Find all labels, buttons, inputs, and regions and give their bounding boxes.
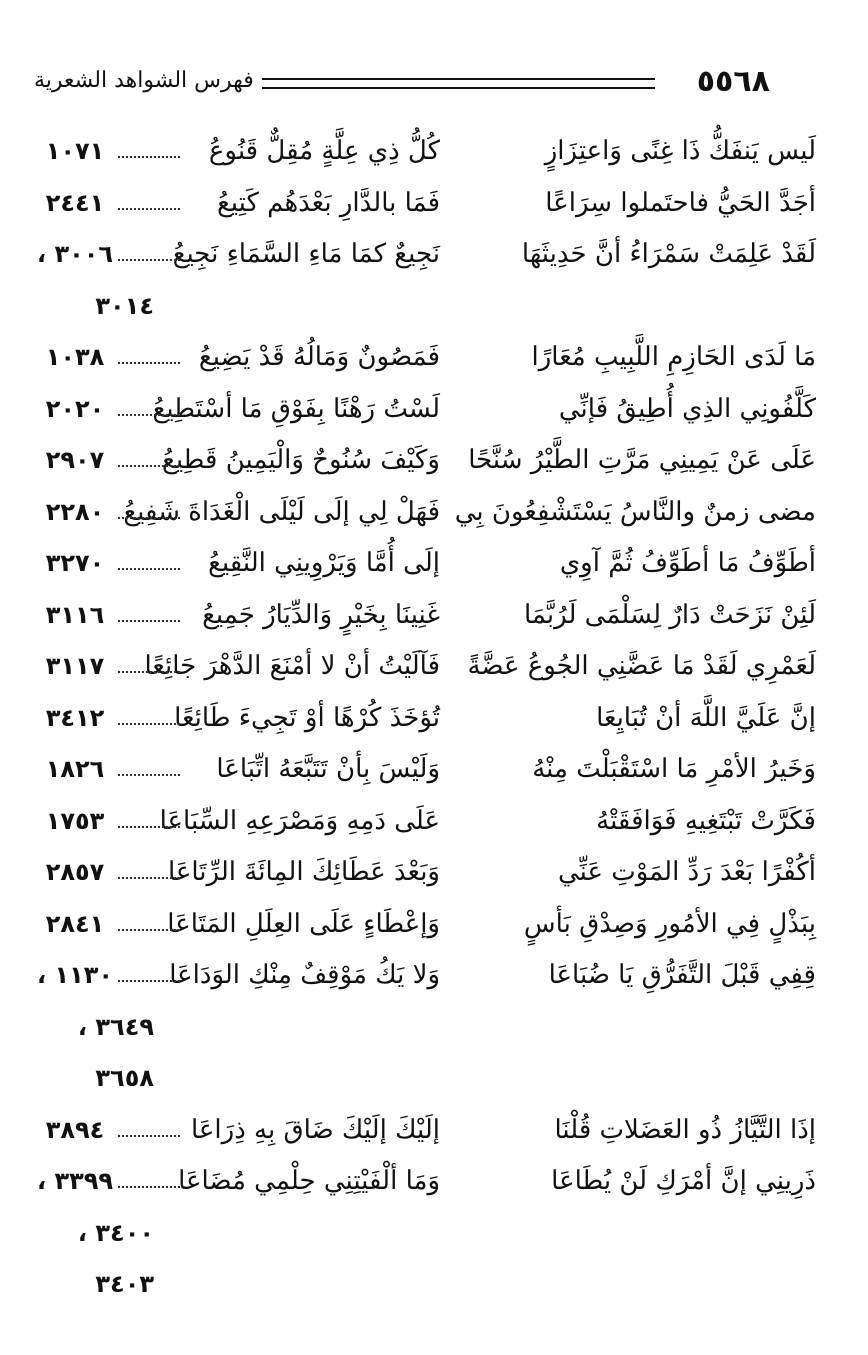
first-hemistich: كَلَّفُونِي الذِي أُطِيقُ فَإنِّي — [558, 393, 816, 424]
second-hemistich: لَسْتُ رَهْنًا بِفَوْقِ مَا أسْتَطِيعُ — [152, 393, 440, 424]
second-hemistich: فَمَصُونٌ وَمَالُهُ قَدْ يَضِيعُ — [198, 342, 440, 372]
dot-leader — [118, 620, 180, 622]
verse-row — [0, 126, 868, 178]
verse-row — [0, 435, 868, 487]
dot-leader — [118, 826, 180, 828]
first-hemistich: مَا لَدَى الحَازِمِ اللَّبِيبِ مُعَارًا — [531, 342, 816, 372]
reference-number-continued: ٣٤٠٠ ، — [77, 1218, 154, 1247]
first-hemistich: لَعَمْرِي لَقَدْ مَا عَضَّنِي الجُوعُ عَضَّةً — [467, 651, 816, 681]
reference-number-continued: ٣٦٤٩ ، — [77, 1012, 154, 1041]
verse-row — [0, 332, 868, 384]
first-hemistich: إنَّ عَلَيَّ اللَّهَ أنْ تُبَايِعَا — [596, 702, 816, 733]
verse-row — [0, 487, 868, 539]
verse-row — [0, 693, 868, 745]
reference-number: ١٨٢٦ — [45, 755, 105, 783]
dot-leader — [118, 929, 180, 931]
reference-number: ٣٠٠٦ ، — [36, 240, 114, 268]
verse-row — [0, 641, 868, 693]
reference-number: ٢٩٠٧ — [45, 446, 105, 474]
dot-leader — [118, 414, 180, 416]
reference-number: ٣٨٩٤ — [45, 1115, 105, 1144]
first-hemistich: عَلَى عَنْ يَمِينِي مَرَّتِ الطَّيْرُ سُنَّحًا — [468, 445, 816, 475]
reference-continuation-row — [0, 1002, 868, 1054]
verse-row — [0, 847, 868, 899]
reference-number-continued: ٣٠١٤ — [95, 291, 154, 320]
reference-continuation-row — [0, 281, 868, 333]
verse-row — [0, 744, 868, 796]
verse-row — [0, 538, 868, 590]
reference-number-continued: ٣٤٠٣ — [95, 1270, 154, 1298]
first-hemistich: مضى زمنٌ والنَّاسُ يَسْتَشْفِعُونَ بِي — [454, 496, 816, 527]
second-hemistich: وَمَا ألْفَيْتِنِي حِلْمِي مُضَاعَا — [178, 1166, 440, 1196]
second-hemistich: فَهَلْ لِي إلَى لَيْلَى الْغَدَاةَ شَفِيعُ — [123, 496, 440, 527]
first-hemistich: لَئِنْ نَزَحَتْ دَارٌ لِسَلْمَى لَرُبَّمَا — [523, 599, 816, 630]
reference-number: ٢٨٤١ — [45, 909, 105, 938]
first-hemistich: قِفِي قَبْلَ التَّفَرُّقِ يَا ضُبَاعَا — [548, 960, 816, 990]
second-hemistich: وَإعْطَاءٍ عَلَى العِلَلِ المَتَاعَا — [167, 908, 440, 939]
first-hemistich: أجَدَّ الحَيُّ فاحتَملوا سِرَاعًا — [545, 187, 816, 218]
verse-row — [0, 229, 868, 281]
first-hemistich: فَكَرَّتْ تَبْتَغِيهِ فَوَافَقَتْهُ — [596, 805, 816, 836]
dot-leader — [118, 723, 180, 725]
second-hemistich: عَلَى دَمِهِ وَمَصْرَعِهِ السِّبَاعَا — [159, 805, 440, 836]
reference-continuation-row — [0, 1259, 868, 1311]
dot-leader — [118, 774, 180, 776]
reference-number: ٢٠٢٠ — [45, 394, 105, 423]
verse-row — [0, 899, 868, 951]
verse-row — [0, 796, 868, 848]
first-hemistich: بِبَذْلٍ فِي الأمُورِ وَصِدْقِ بَأسٍ — [523, 908, 816, 939]
reference-number: ١٠٣٨ — [45, 343, 105, 371]
first-hemistich: وَخَيرُ الأمْرِ مَا اسْتَقْبَلْتَ مِنْهُ — [532, 754, 816, 784]
first-hemistich: أطَوِّفُ مَا أطَوِّفُ ثُمَّ آوِي — [559, 548, 816, 578]
dot-leader — [118, 208, 180, 210]
second-hemistich: وَلا يَكُ مَوْقِفٌ مِنْكِ الوَدَاعَا — [169, 960, 440, 990]
second-hemistich: وَبَعْدَ عَطَائِكَ المِائَةَ الرِّتَاعَا — [167, 857, 440, 887]
first-hemistich: أكُفْرًا بَعْدَ رَدِّ المَوْتِ عَنِّي — [557, 857, 816, 887]
second-hemistich: وَكَيْفَ سُنُوحٌ وَالْيَمِينُ قَطِيعُ — [162, 445, 440, 475]
second-hemistich: فَمَا بالدَّارِ بَعْدَهُم كَتِيعُ — [216, 187, 440, 218]
dot-leader — [118, 465, 180, 467]
dot-leader — [118, 980, 180, 982]
verse-row — [0, 1105, 868, 1157]
dot-leader — [118, 877, 180, 879]
dot-leader — [118, 1186, 180, 1188]
reference-number-continued: ٣٦٥٨ — [95, 1064, 154, 1092]
reference-number: ٣١١٦ — [45, 600, 105, 629]
reference-number: ١٧٥٣ — [45, 806, 105, 835]
reference-number: ٢٨٥٧ — [45, 858, 105, 886]
second-hemistich: وَلَيْسَ بِأنْ تَتَبَّعَهُ اتِّبَاعَا — [216, 754, 440, 784]
verse-row — [0, 178, 868, 230]
second-hemistich: إلَى أُمَّا وَيَرْوِينِي النَّقِيعُ — [208, 548, 440, 578]
dot-leader — [118, 156, 180, 158]
dot-leader — [118, 568, 180, 570]
reference-number: ٣٤١٢ — [45, 703, 105, 732]
reference-continuation-row — [0, 1208, 868, 1260]
dot-leader — [118, 362, 180, 364]
second-hemistich: إلَيْكَ إلَيْكَ ضَاقَ بِهِ ذِرَاعَا — [190, 1114, 440, 1145]
first-hemistich: إذَا التَّيَّازُ ذُو العَضَلاتِ قُلْنَا — [554, 1114, 816, 1145]
reference-number: ٢٤٤١ — [45, 188, 105, 217]
second-hemistich: نَجِيعٌ كمَا مَاءِ السَّمَاءِ نَجِيعُ — [172, 239, 440, 269]
reference-number: ٣٢٧٠ — [45, 549, 105, 577]
page-number: ٥٥٦٨ — [696, 64, 770, 99]
second-hemistich: غَنِينَا بِخَيْرٍ وَالدِّيَارُ جَمِيعُ — [202, 599, 440, 630]
second-hemistich: فَآلَيْتُ أنْ لا أمْنَعَ الدَّهْرَ جَائِعًا — [144, 651, 440, 681]
second-hemistich: كُلُّ ذِي عِلَّةٍ مُقِلٌّ قَنُوعُ — [208, 136, 440, 166]
first-hemistich: لَقَدْ عَلِمَتْ سَمْرَاءُ أنَّ حَدِيثَهَا — [521, 239, 816, 269]
running-title: فهرس الشواهد الشعرية — [34, 68, 254, 93]
verse-index-list — [0, 126, 868, 1311]
reference-number: ٣٣٩٩ ، — [36, 1167, 114, 1195]
reference-number: ١٠٧١ — [45, 137, 105, 165]
reference-number: ١١٣٠ ، — [36, 961, 114, 989]
verse-row — [0, 950, 868, 1002]
second-hemistich: تُؤخَذَ كُرْهًا أوْ تَجِيءَ طَائِعًا — [174, 702, 440, 733]
verse-row — [0, 384, 868, 436]
dot-leader — [118, 1135, 180, 1137]
page-header — [34, 66, 770, 106]
dot-leader — [118, 259, 180, 261]
verse-row — [0, 1156, 868, 1208]
reference-continuation-row — [0, 1053, 868, 1105]
first-hemistich: لَيس يَنفَكُّ ذَا غِنًى وَاعتِزَازٍ — [544, 136, 816, 166]
verse-row — [0, 590, 868, 642]
dot-leader — [118, 517, 180, 519]
header-double-rule — [262, 78, 655, 89]
reference-number: ٣١١٧ — [45, 652, 105, 680]
dot-leader — [118, 671, 180, 673]
first-hemistich: ذَرِينِي إنَّ أمْرَكِ لَنْ يُطَاعَا — [551, 1166, 816, 1196]
reference-number: ٢٢٨٠ — [45, 497, 105, 526]
